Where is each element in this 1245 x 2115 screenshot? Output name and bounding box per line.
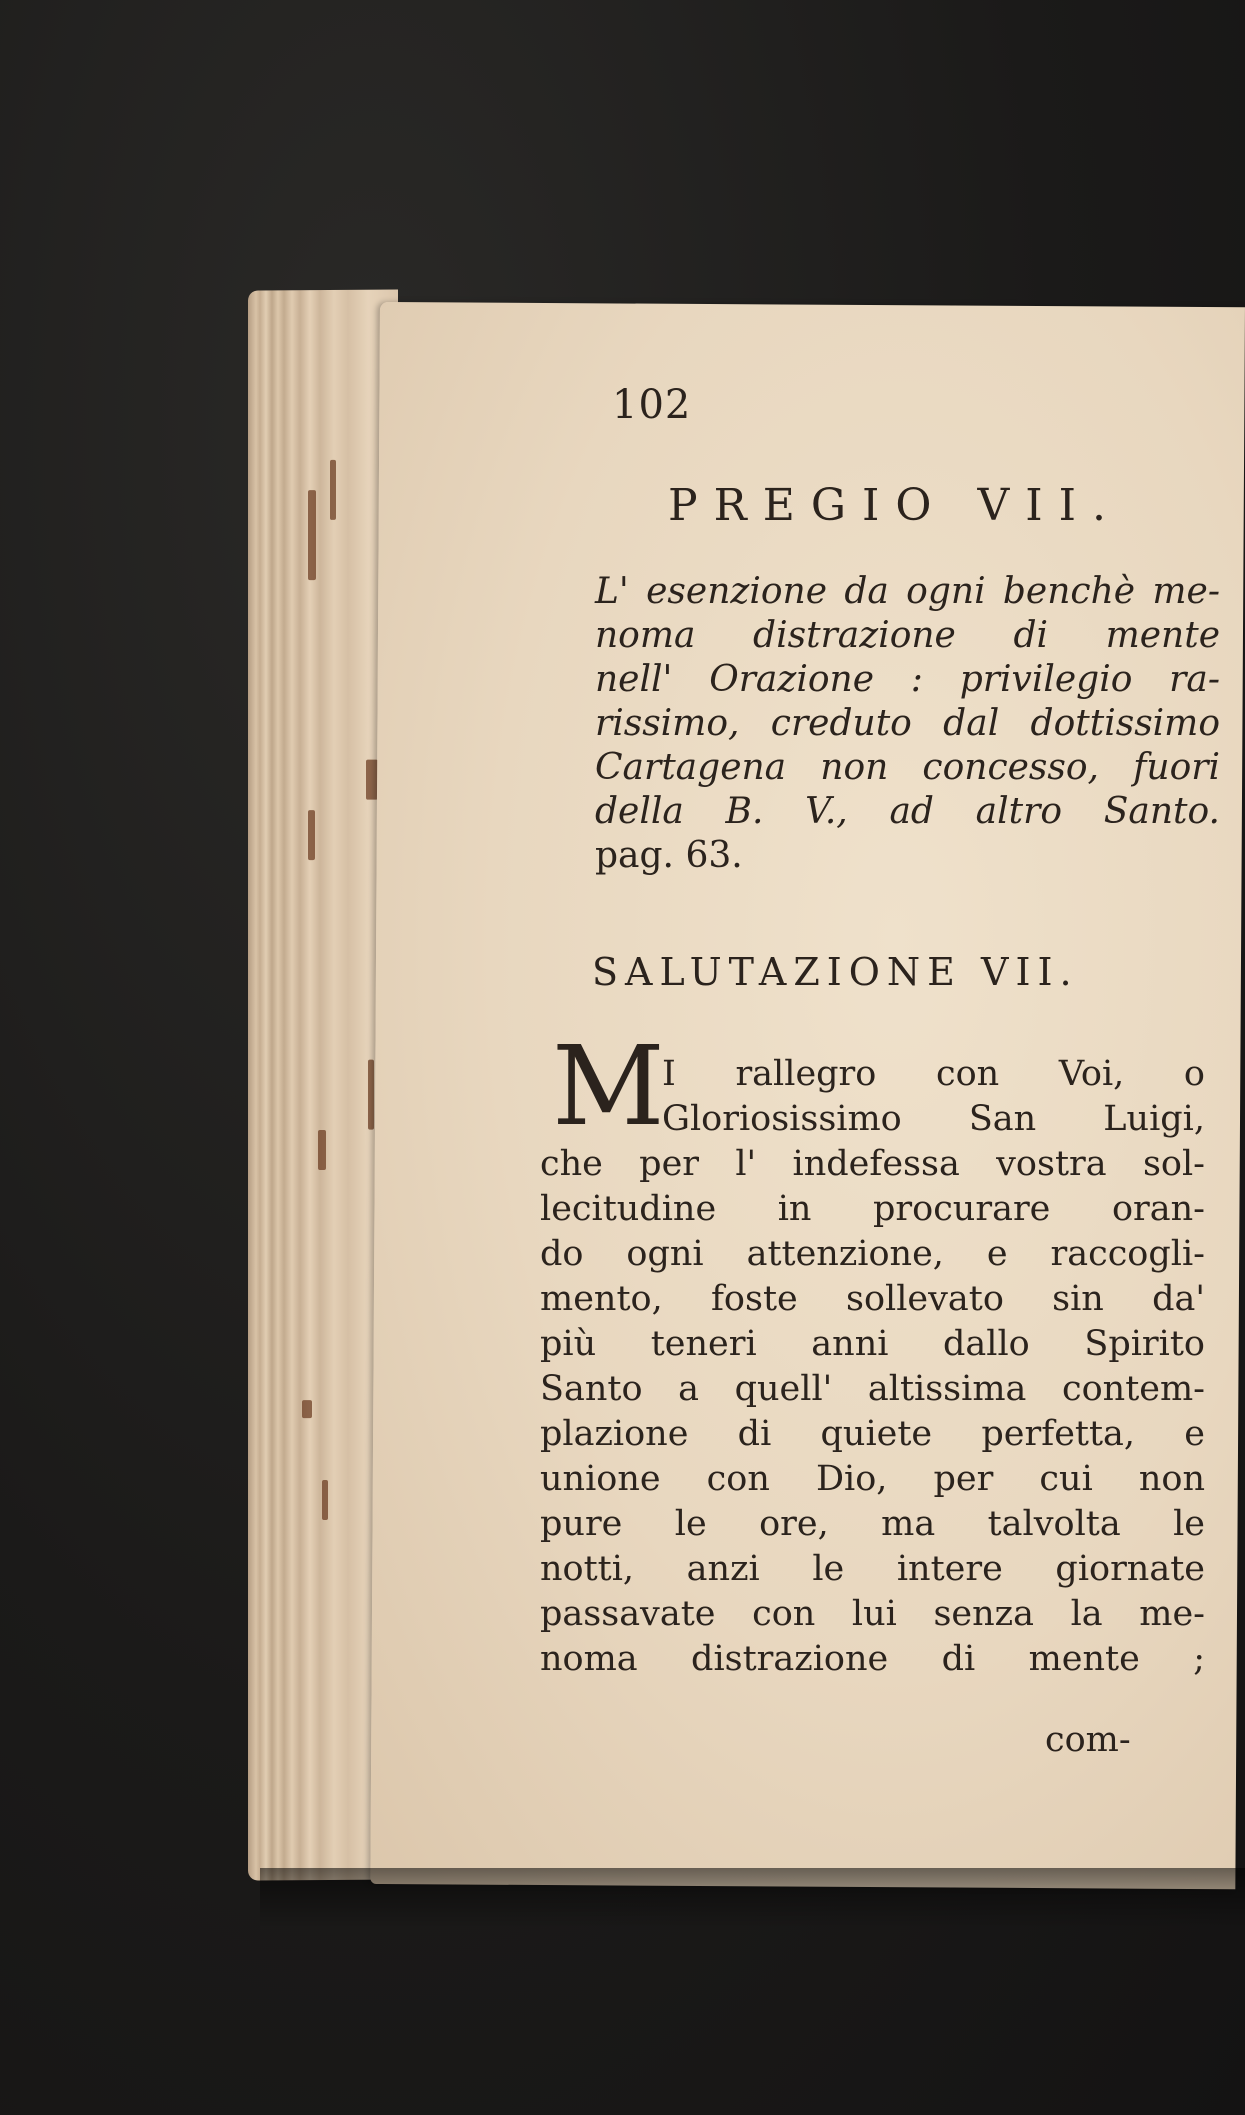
page-number: 102 [612,382,692,428]
prayer-line: do ogni attenzione, e raccogli- [540,1234,1205,1274]
prayer-line: unione con Dio, per cui non [540,1459,1205,1499]
section-heading: PREGIO VII. [668,480,1122,531]
prayer-line: passavate con lui senza la me- [540,1594,1205,1634]
summary-line: pag. 63. [595,835,743,876]
prayer-paragraph [540,1052,1205,1682]
drop-cap: M [552,1022,665,1150]
prayer-line: che per l' indefessa vostra sol- [540,1144,1205,1184]
prayer-line: plazione di quiete perfetta, e [540,1414,1205,1454]
catchword: com- [1045,1720,1131,1760]
prayer-line: Gloriosissimo San Luigi, [662,1099,1205,1139]
prayer-line: Santo a quell' altissima contem- [540,1369,1205,1409]
prayer-line: noma distrazione di mente ; [540,1639,1205,1679]
prayer-line: più teneri anni dallo Spirito [540,1324,1205,1364]
salutation-title: SALUTAZIONE VII. [592,950,1079,994]
summary-line: noma distrazione di mente [595,615,1220,656]
summary-paragraph [595,570,1220,878]
summary-line: rissimo, creduto dal dottissimo [595,703,1220,744]
summary-line: nell' Orazione : privilegio ra- [595,659,1220,700]
prayer-line: pure le ore, ma talvolta le [540,1504,1205,1544]
prayer-line: I rallegro con Voi, o [662,1054,1205,1094]
summary-line: della B. V., ad altro Santo. [595,791,1220,832]
summary-line: L' esenzione da ogni benchè me- [595,571,1220,612]
prayer-line: lecitudine in procurare oran- [540,1189,1205,1229]
prayer-line: notti, anzi le intere giornate [540,1549,1205,1589]
summary-line: Cartagena non concesso, fuori [595,747,1220,788]
prayer-line: mento, foste sollevato sin da' [540,1279,1205,1319]
